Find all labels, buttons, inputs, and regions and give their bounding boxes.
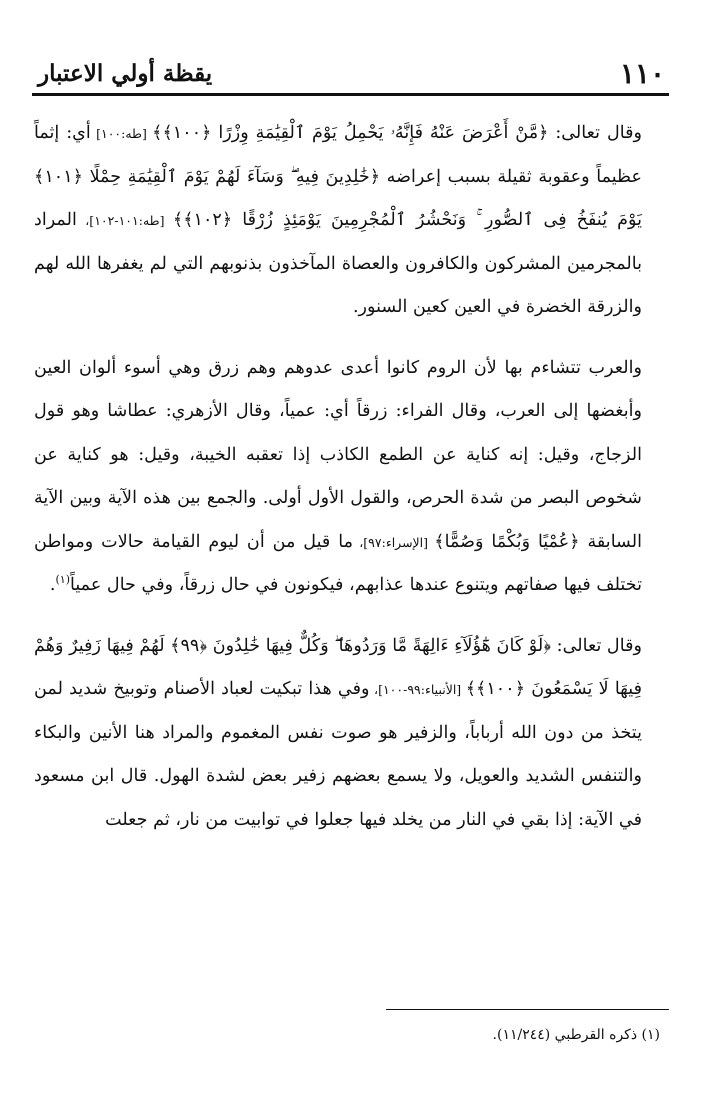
paragraph-1 xyxy=(34,112,668,330)
paragraph-lead: وقال تعالى: xyxy=(551,635,642,656)
verse-reference: [الأنبياء:٩٩-١٠٠]، xyxy=(369,682,466,697)
quran-verse: ﴿لَوْ كَانَ هَٰٓؤُلَآءِ ءَالِهَةً مَّا وَرَدُوهَا ۖ وَكُلٌّ فِيهَا خَٰلِدُونَ ﴿٩٩﴾ لَهُمْ فِيهَا زَفِيرٌ وَهُمْ فِيهَا لَا يَسْمَعُونَ ﴿١٠٠﴾﴾ xyxy=(34,635,643,699)
page-header xyxy=(32,52,669,94)
verse-reference: [طه:١٠١-١٠٢]، xyxy=(76,213,173,228)
quran-verse: ﴿عُمْيًا وَبُكْمًا وَصُمًّا﴾ xyxy=(434,531,580,552)
paragraph-3 xyxy=(34,625,668,843)
paragraph-gap xyxy=(34,330,668,347)
paragraph-text: المراد بالمجرمين المشركون والكافرون والعصاة المآخذون بذنوبهم التي لم يغفرها الله لهم والزرقة الخضرة في العين كعين السنور. xyxy=(34,210,642,317)
page-number: ١١٠ xyxy=(619,56,665,90)
book-title: يقظة أولي الاعتبار xyxy=(38,59,213,87)
footnote-marker[interactable]: (١) xyxy=(55,573,70,587)
quran-verse: ﴿خَٰلِدِينَ فِيهِ ۖ وَسَآءَ لَهُمْ يَوْمَ ٱلْقِيَٰمَةِ حِمْلًا ﴿١٠١﴾ يَوْمَ يُنفَخُ فِى ٱلصُّورِ ۚ وَنَحْشُرُ ٱلْمُجْرِمِينَ يَوْمَئِذٍ زُرْقًا ﴿١٠٢﴾﴾ xyxy=(34,166,643,230)
header-divider xyxy=(32,93,669,96)
paragraph-text: أي: إثماً عظيماً وعقوبة ثقيلة بسبب إعراضه xyxy=(34,123,642,187)
paragraph-text: والعرب تتشاءم بها لأن الروم كانوا أعدى عدوهم وهم زرق وهي أسوء ألوان العين وأبغضها إلى العرب، وقال الفراء: زرقاً أي: عمياً، وقال الأزهري: عطاشا وهو قول الزجاج، وقيل: إنه كناية عن الطمع الكاذب إذا تعقبه الخيبة، وقيل: هو كناية عن شخوص البصر من شدة الحرص، والقول الأول أولى. والجمع بين هذه الآية وبين الآية السابقة xyxy=(34,357,642,552)
footnote-divider xyxy=(386,1009,669,1010)
quran-verse: ﴿مَّنْ أَعْرَضَ عَنْهُ فَإِنَّهُۥ يَحْمِلُ يَوْمَ ٱلْقِيَٰمَةِ وِزْرًا ﴿١٠٠﴾﴾ xyxy=(152,123,549,143)
paragraph-2 xyxy=(34,347,668,608)
paragraph-tail: . xyxy=(49,575,56,595)
verse-reference: [الإسراء:٩٧]، xyxy=(353,534,435,550)
paragraph-lead: وقال تعالى: xyxy=(548,123,642,143)
paragraph-text: وفي هذا تبكيت لعباد الأصنام وتوبيخ شديد لمن يتخذ من دون الله أرباباً، والزفير هو صوت نفس المغموم والمراد هنا الأنين والبكاء والتنفس الشديد والعويل، ولا يسمع بعضهم زفير بعض لشدة الهول. قال ابن مسعود في الآية: إذا بقي في النار من يخلد فيها جعلوا في توابيت من نار، ثم جعلت xyxy=(34,679,642,830)
verse-reference: [طه:١٠٠] xyxy=(90,126,153,141)
paragraph-text: ما قيل من أن ليوم القيامة حالات ومواطن تختلف فيها صفاتهم ويتنوع عندها عذابهم، فيكونون في حال زرقاً، وفي حال عمياً xyxy=(34,531,642,595)
footnote: (١) ذكره القرطبي (١١/٢٤٤). xyxy=(492,1027,660,1043)
page-body xyxy=(34,112,668,842)
paragraph-gap xyxy=(34,608,668,625)
